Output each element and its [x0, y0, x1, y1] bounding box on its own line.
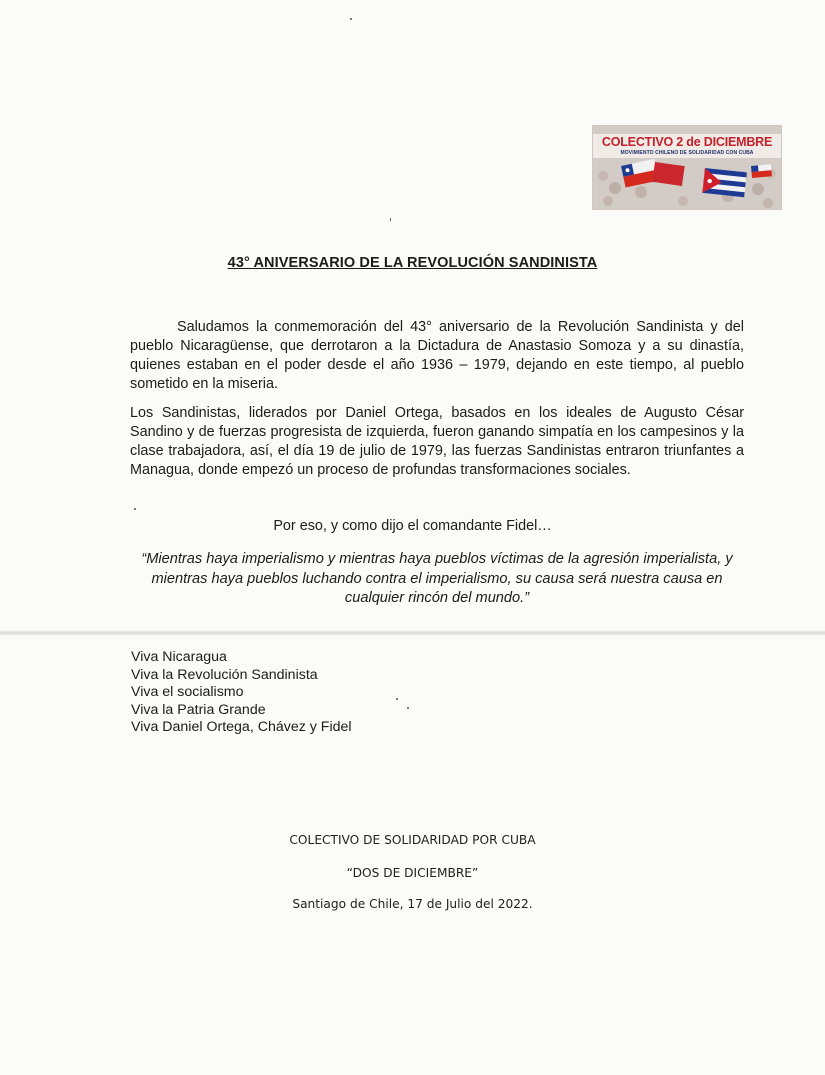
list-item: Viva el socialismo — [131, 684, 244, 701]
colectivo-logo — [592, 125, 782, 210]
list-item: Viva Daniel Ortega, Chávez y Fidel — [131, 719, 352, 736]
paragraph-1: Saludamos la conmemoración del 43° aniversario de la Revolución Sandinista y del pueblo Nicaragüense, que derrotaron a la Dictadura de Anastasio Somoza y a su dinastía, quienes estaban en el poder desde el año 1936 – 1979, dejando en este tiempo, al pueblo sometido en la miseria. — [130, 319, 744, 392]
scan-speck — [134, 508, 136, 510]
paragraph-2: Los Sandinistas, liderados por Daniel Ortega, basados en los ideales de Augusto César Sandino y de fuerzas progresista de izquierda, fueron ganando simpatía en los campesinos y la clase trabajadora, así, el día 19 de julio de 1979, las fuerzas Sandinistas entraron triunfantes a Managua, donde empezó un proceso de profundas transformaciones sociales. — [130, 405, 744, 478]
signature-place-date: Santiago de Chile, 17 de Julio del 2022. — [292, 897, 533, 911]
scan-speck — [350, 18, 352, 20]
signature-organization: COLECTIVO DE SOLIDARIDAD POR CUBA — [289, 833, 536, 847]
list-item: Viva la Patria Grande — [131, 701, 266, 718]
viva-list — [131, 649, 352, 737]
paper-fold-line — [0, 630, 825, 636]
scan-speck — [396, 698, 398, 700]
signature-name: “DOS DE DICIEMBRE” — [346, 866, 479, 880]
fidel-quote: “Mientras haya imperialismo y mientras haya pueblos víctimas de la agresión imperialista, y mientras haya pueblos luchando contra el imperialismo, su causa será nuestra causa en cualquier rincón del mundo.” — [141, 551, 733, 606]
list-item: Viva Nicaragua — [131, 649, 227, 665]
scan-speck — [407, 707, 409, 709]
scan-speck — [390, 218, 391, 221]
quote-intro: Por eso, y como dijo el comandante Fidel… — [273, 518, 552, 534]
logo-title: COLECTIVO 2 de DICIEMBRE — [601, 135, 773, 149]
list-item: Viva la Revolución Sandinista — [131, 666, 318, 683]
document-title: 43° ANIVERSARIO DE LA REVOLUCIÓN SANDINISTA — [227, 255, 598, 271]
logo-subtitle: MOVIMIENTO CHILENO DE SOLIDARIDAD CON CUBA — [620, 150, 754, 156]
